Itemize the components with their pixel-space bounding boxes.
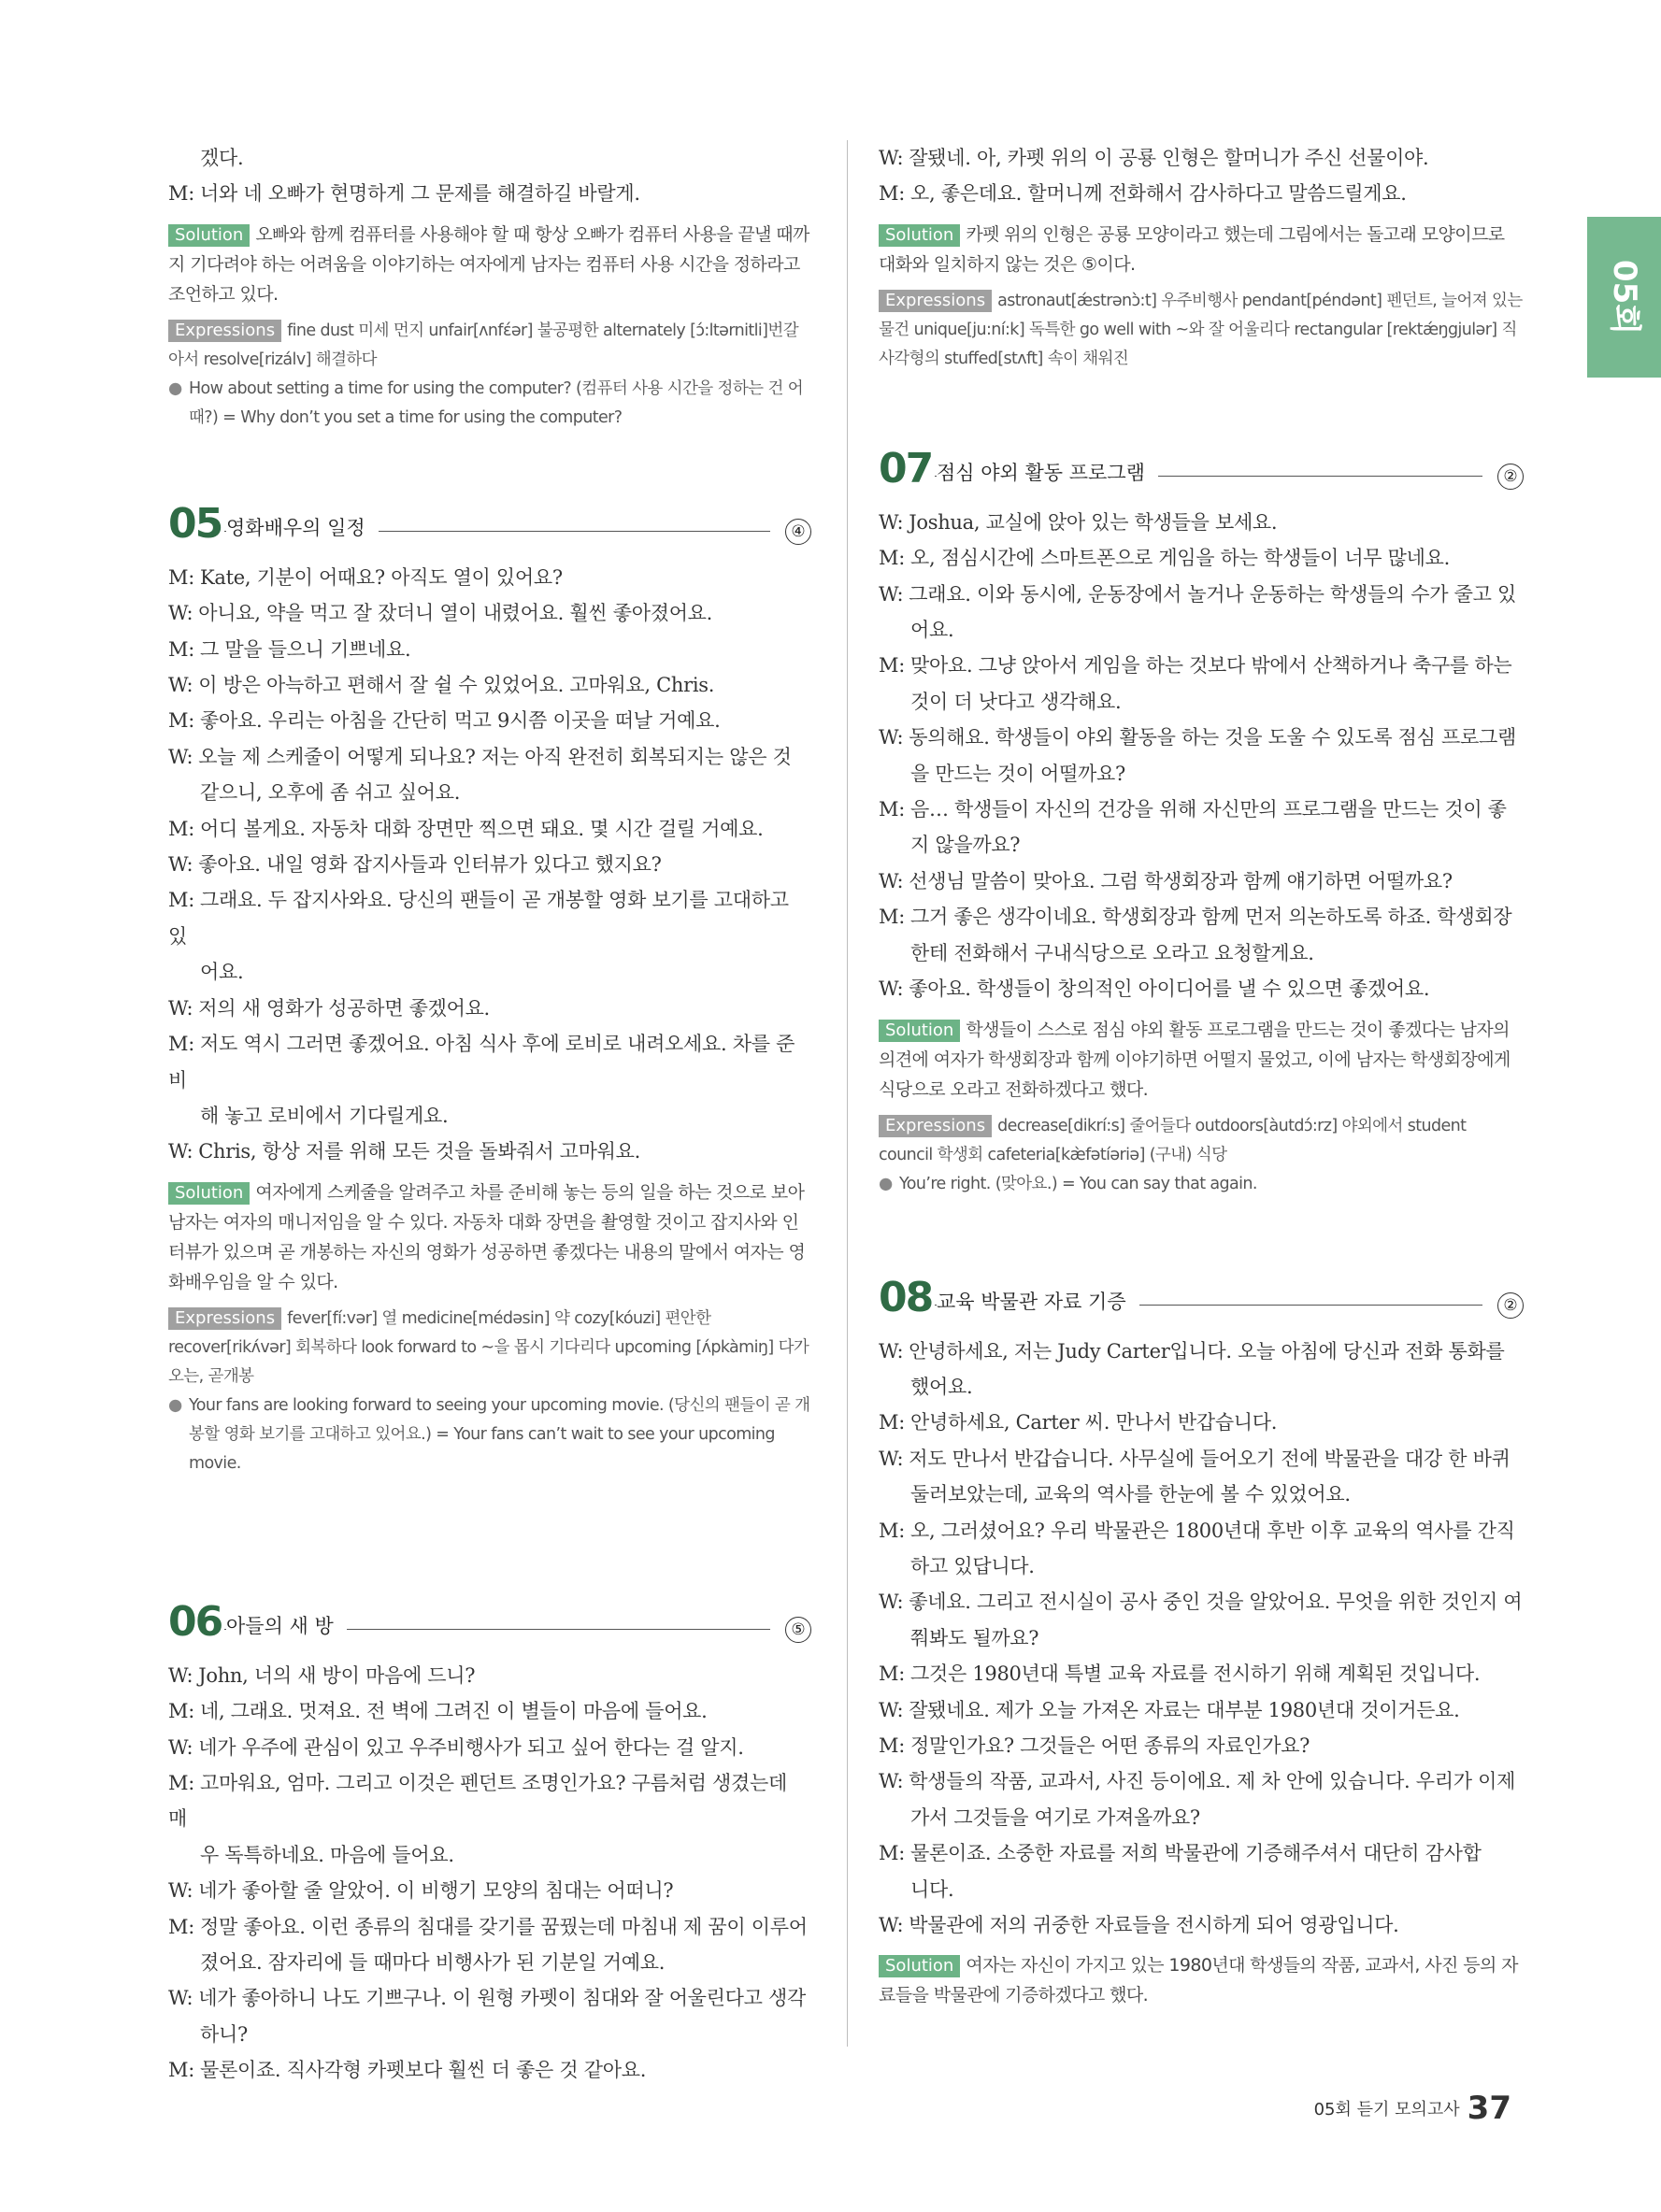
dialogue-text: Kate, 기분이 어때요? 아직도 열이 있어요? (199, 565, 563, 589)
speaker-label: W: (879, 1698, 904, 1721)
dialogue-line (879, 684, 1524, 720)
expression-note-05 (168, 1391, 811, 1478)
dialogue-text: 이 방은 아늑하고 편해서 잘 쉴 수 있었어요. 고마워요, Chris. (198, 674, 715, 697)
speaker-label: M: (879, 654, 905, 678)
solution-text: 학생들이 스스로 점심 야외 활동 프로그램을 만드는 것이 좋겠다는 남자의 의견에 여자가 학생회장과 함께 이야기하면 어떨지 물었고, 이에 남자는 학생회장에게 식당으로 오라고 전화하겠다고 했다. (879, 1019, 1511, 1100)
dialogue-text: 네가 우주에 관심이 있고 우주비행사가 되고 싶어 한다는 걸 알지. (198, 1735, 744, 1759)
speaker-label: M: (168, 182, 194, 206)
left-column (168, 140, 811, 2089)
dialogue-text: 동의해요. 학생들이 야외 활동을 하는 것을 도울 수 있도록 점심 프로그램 (909, 726, 1516, 749)
dialogue-text: 안녕하세요, 저는 Judy Carter입니다. 오늘 아침에 당신과 전화 통화를 (909, 1339, 1505, 1363)
solution-08 (879, 1950, 1524, 2010)
dialogue-text: 정말인가요? 그것들은 어떤 종류의 자료인가요? (909, 1734, 1310, 1757)
speaker-label: M: (168, 565, 194, 589)
chapter-tab (1587, 217, 1661, 378)
speaker-label: W: (879, 726, 904, 749)
dialogue-text: 맞아요. 그냥 앉아서 게임을 하는 것보다 밖에서 산책하거나 축구를 하는 (909, 654, 1512, 678)
dialogue-line (879, 1334, 1524, 1369)
expressions-text: fever[fí:vər] 열 medicine[médəsin] 약 cozy[kóuzi] 편안한 recover[rikʌ́vər] 회복하다 look forward to ~을 몹시 기다리다 upcoming [ʌ́pkàmiŋ] 다가오는, 곧개봉 (168, 1308, 809, 1386)
question-title: 영화배우의 일정 (226, 513, 379, 541)
solution-label: Solution (879, 1020, 960, 1042)
section-header-05 (168, 491, 811, 547)
dialogue-text: 한테 전화해서 구내식당으로 오라고 요청할게요. (910, 941, 1314, 964)
bullet-icon: ● (879, 1174, 893, 1193)
note-text: Your fans are looking forward to seeing your upcoming movie. (당신의 팬들이 곧 개봉할 영화 보기를 고대하고 있어요.) = Your fans can’t wait to see your upcoming movie. (189, 1395, 810, 1473)
speaker-label: M: (879, 1519, 905, 1542)
page-number: 37 (1467, 2090, 1511, 2127)
speaker-label: M: (168, 1033, 194, 1056)
solution-04 (168, 220, 811, 309)
dialogue-text: 을 만드는 것이 어떨까요? (910, 762, 1125, 785)
expressions-06 (879, 287, 1524, 374)
section-header-07 (879, 435, 1524, 492)
dialogue-text: 어디 볼게요. 자동차 대화 장면만 찍으면 돼요. 몇 시간 걸릴 거예요. (199, 817, 764, 840)
dialogue-text: 오, 그러셨어요? 우리 박물관은 1800년대 후반 이후 교육의 역사를 간직 (909, 1519, 1515, 1542)
solution-text: 여자는 자신이 가지고 있는 1980년대 학생들의 작품, 교과서, 사진 등의 자료들을 박물관에 기증하겠다고 했다. (879, 1955, 1518, 2006)
speaker-label: W: (168, 674, 193, 697)
dialogue-text: 안녕하세요, Carter 씨. 만나서 반갑습니다. (909, 1411, 1278, 1434)
dialogue-line (168, 954, 811, 990)
dialogue-text: Chris, 항상 저를 위해 모든 것을 돌봐줘서 고마워요. (198, 1140, 640, 1163)
column-divider (847, 140, 848, 2047)
dialogue-line (879, 1872, 1524, 1907)
dialogue-line (879, 827, 1524, 863)
speaker-label: M: (879, 547, 905, 570)
dialogue-text: 겠다. (200, 147, 244, 169)
speaker-label: W: (879, 582, 904, 606)
dialogue-text: 학생들의 작품, 교과서, 사진 등이에요. 제 차 안에 있습니다. 우리가 이제 (909, 1770, 1516, 1793)
solution-text: 오빠와 함께 컴퓨터를 사용해야 할 때 항상 오빠가 컴퓨터 사용을 끝낼 때까지 기다려야 하는 어려움을 이야기하는 여자에게 남자는 컴퓨터 사용 시간을 정하라고 조언하고 있다. (168, 223, 809, 305)
dialogue-text: John, 너의 새 방이 마음에 드니? (198, 1663, 476, 1687)
speaker-label: W: (879, 147, 904, 169)
dialogue-line (168, 1837, 811, 1873)
speaker-label: M: (168, 889, 194, 912)
dialogue-text: Joshua, 교실에 앉아 있는 학생들을 보세요. (909, 510, 1278, 534)
dialogue-text: 어요. (200, 961, 244, 984)
dialogue-text: 쭤봐도 될까요? (910, 1626, 1039, 1649)
dialogue-line (168, 775, 811, 810)
dialogue-line (879, 756, 1524, 792)
dialogue-text: 오, 좋은데요. 할머니께 전화해서 감사하다고 말씀드릴게요. (909, 182, 1407, 206)
dialogue-line (879, 505, 1524, 540)
chapter-tab-label: 05회 (1606, 259, 1643, 335)
solution-label: Solution (168, 224, 250, 247)
dialogue-text: 그래요. 두 잡지사와요. 당신의 팬들이 곧 개봉할 영화 보기를 고대하고 있 (168, 889, 789, 948)
dialogue-line (168, 560, 811, 595)
expressions-04 (168, 317, 811, 375)
dialogue-text: 고마워요, 엄마. 그리고 이것은 펜던트 조명인가요? 구름처럼 생겼는데 매 (168, 1771, 787, 1831)
dialogue-line (879, 1441, 1524, 1477)
dialogue-line (168, 1658, 811, 1693)
speaker-label: M: (168, 1915, 194, 1938)
dialogue-line (168, 739, 811, 775)
bullet-icon: ● (168, 378, 182, 398)
dialogue-text: 정말 좋아요. 이런 종류의 침대를 갖기를 꿈꿨는데 마침내 제 꿈이 이루어 (199, 1915, 808, 1938)
speaker-label: M: (879, 1411, 905, 1434)
dialogue-line (168, 847, 811, 882)
dialogue-line (879, 935, 1524, 971)
dialogue-line (879, 792, 1524, 827)
dialogue-line (168, 1765, 811, 1837)
footer-label: 05회 듣기 모의고사 (1313, 2100, 1460, 2119)
solution-text: 카펫 위의 인형은 공룡 모양이라고 했는데 그림에서는 돌고래 모양이므로 대화와 일치하지 않는 것은 ⑤이다. (879, 223, 1505, 275)
dialogue-line (879, 1584, 1524, 1620)
speaker-label: W: (879, 1914, 904, 1936)
dialogue-text: 같으니, 오후에 좀 쉬고 싶어요. (200, 781, 461, 805)
section-header-08 (879, 1264, 1524, 1320)
speaker-label: M: (879, 1842, 905, 1865)
speaker-label: W: (879, 1591, 904, 1614)
dialogue-line (168, 703, 811, 738)
dialogue-text: 그것은 1980년대 특별 교육 자료를 전시하기 위해 계획된 것입니다. (909, 1663, 1481, 1686)
speaker-label: W: (168, 996, 193, 1020)
dialogue-text: 졌어요. 잠자리에 들 때마다 비행사가 된 기분일 거예요. (200, 1950, 666, 1974)
dialogue-text: 아니요, 약을 먹고 잘 잤더니 열이 내렸어요. 훨씬 좋아졌어요. (198, 602, 713, 625)
solution-05 (168, 1177, 811, 1297)
speaker-label: W: (168, 1987, 193, 2010)
solution-label: Solution (168, 1182, 250, 1205)
dialogue-line (879, 1728, 1524, 1763)
speaker-label: W: (168, 1663, 193, 1687)
speaker-label: W: (168, 853, 193, 877)
answer-circle: ② (1497, 1292, 1524, 1319)
expressions-label: Expressions (168, 320, 281, 342)
expressions-05 (168, 1305, 811, 1391)
solution-label: Solution (879, 1955, 960, 1977)
solution-text: 여자에게 스케줄을 알려주고 차를 준비해 놓는 등의 일을 하는 것으로 보아 남자는 여자의 매니저임을 알 수 있다. 자동차 대화 장면을 촬영할 것이고 잡지사와 인터뷰가 있으며 곧 개봉하는 자신의 영화가 성공하면 좋겠다는 내용의 말에서 여자는 영화배우임을 알 수 있다. (168, 1181, 806, 1292)
dialogue-text: 것이 더 낫다고 생각해요. (910, 690, 1122, 713)
speaker-label: M: (168, 817, 194, 840)
speaker-label: M: (879, 906, 905, 929)
dialogue-text: 잘됐네요. 제가 오늘 가져온 자료는 대부분 1980년대 것이거든요. (909, 1698, 1460, 1721)
dialogue-line (168, 1730, 811, 1765)
dialogue-text: 물론이죠. 직사각형 카펫보다 훨씬 더 좋은 것 같아요. (199, 2059, 647, 2082)
speaker-label: W: (168, 745, 193, 768)
dialogue-06-end (879, 140, 1524, 212)
speaker-label: M: (879, 182, 905, 206)
speaker-label: M: (168, 2059, 194, 2082)
dialogue-04-end (168, 140, 811, 212)
expression-note-07 (879, 1170, 1524, 1199)
speaker-label: W: (879, 510, 904, 534)
dialogue-text: 니다. (910, 1877, 954, 1901)
dialogue-line (879, 1656, 1524, 1691)
speaker-label: W: (168, 602, 193, 625)
dialogue-text: 가서 그것들을 여기로 가져올까요? (910, 1805, 1200, 1829)
dialogue-line (879, 1513, 1524, 1548)
dialogue-text: 그거 좋은 생각이네요. 학생회장과 함께 먼저 의논하도록 하죠. 학생회장 (909, 906, 1512, 929)
dialogue-text: 그 말을 들으니 기쁘네요. (199, 637, 411, 661)
expression-note-04 (168, 375, 811, 433)
expressions-text: astronaut[ǽstrənɔ̀:t] 우주비행사 pendant[péndənt] 펜던트, 늘어져 있는 물건 unique[ju:ní:k] 독특한 go well with ~와 잘 어울리다 rectangular [rektǽŋgjulər] 직사각형의 stuffed[stʌft] 속이 채워진 (879, 291, 1523, 368)
question-number: 06 (168, 1597, 222, 1646)
dialogue-line (168, 2052, 811, 2088)
question-number: 07 (879, 444, 933, 492)
dialogue-line (879, 577, 1524, 612)
speaker-label: M: (168, 1700, 194, 1723)
dialogue-line (879, 1800, 1524, 1835)
dialogue-line (879, 1620, 1524, 1656)
dialogue-line (879, 971, 1524, 1006)
dialogue-line (168, 811, 811, 847)
dialogue-text: 우 독특하네요. 마음에 들어요. (200, 1843, 454, 1866)
question-number: 08 (879, 1273, 933, 1321)
dialogue-text: 박물관에 저의 귀중한 자료들을 전시하게 되어 영광입니다. (909, 1914, 1399, 1936)
answer-circle: ⑤ (785, 1617, 811, 1643)
dialogue-text: 좋아요. 학생들이 창의적인 아이디어를 낼 수 있으면 좋겠어요. (909, 978, 1430, 1001)
dialogue-text: 저도 역시 그러면 좋겠어요. 아침 식사 후에 로비로 내려오세요. 차를 준비 (168, 1033, 795, 1092)
dialogue-text: 좋아요. 내일 영화 잡지사들과 인터뷰가 있다고 했지요? (198, 853, 662, 877)
dialogue-line (879, 1763, 1524, 1799)
speaker-label: W: (879, 1339, 904, 1363)
dialogue-line (168, 1945, 811, 1980)
expressions-label: Expressions (879, 290, 992, 312)
dialogue-08 (879, 1334, 1524, 1944)
dialogue-line (879, 1369, 1524, 1405)
dialogue-line (879, 1548, 1524, 1584)
dialogue-line (168, 1980, 811, 2016)
dialogue-line (168, 595, 811, 631)
speaker-label: M: (168, 709, 194, 733)
dialogue-line (168, 1909, 811, 1945)
dialogue-text: 네, 그래요. 멋져요. 전 벽에 그려진 이 별들이 마음에 들어요. (199, 1700, 708, 1723)
dialogue-text: 하고 있답니다. (910, 1554, 1035, 1577)
speaker-label: M: (879, 1734, 905, 1757)
dialogue-text: 오늘 제 스케줄이 어떻게 되나요? 저는 아직 완전히 회복되지는 않은 것 (198, 745, 792, 768)
dialogue-line (168, 140, 811, 176)
dialogue-text: 음… 학생들이 자신의 건강을 위해 자신만의 프로그램을 만드는 것이 좋 (909, 798, 1507, 821)
speaker-label: W: (879, 1447, 904, 1470)
dialogue-text: 해 놓고 로비에서 기다릴게요. (200, 1104, 449, 1127)
dialogue-text: 네가 좋아하니 나도 기쁘구나. 이 원형 카펫이 침대와 잘 어울린다고 생각 (198, 1987, 806, 2010)
speaker-label: W: (168, 1140, 193, 1163)
dialogue-text: 어요. (910, 619, 954, 642)
bullet-icon: ● (168, 1395, 182, 1415)
dialogue-line (168, 667, 811, 703)
dialogue-05 (168, 560, 811, 1170)
solution-07 (879, 1015, 1524, 1105)
dialogue-text: 그래요. 이와 동시에, 운동장에서 놀거나 운동하는 학생들의 수가 줄고 있 (909, 582, 1516, 606)
dialogue-line (168, 882, 811, 954)
expressions-text: decrease[dikrí:s] 줄어들다 outdoors[àutdɔ́:rz] 야외에서 student council 학생회 cafeteria[kæ̀fətíəriə] (구내) 식당 (879, 1116, 1467, 1164)
question-number: 05 (168, 499, 222, 548)
dialogue-line (168, 1134, 811, 1169)
dialogue-line (168, 632, 811, 667)
dialogue-text: 오, 점심시간에 스마트폰으로 게임을 하는 학생들이 너무 많네요. (909, 547, 1450, 570)
dialogue-text: 저도 만나서 반갑습니다. 사무실에 들어오기 전에 박물관을 대강 한 바퀴 (909, 1447, 1511, 1470)
question-title: 점심 야외 활동 프로그램 (937, 458, 1158, 486)
speaker-label: W: (879, 869, 904, 892)
solution-06 (879, 220, 1524, 279)
dialogue-text: 저의 새 영화가 성공하면 좋겠어요. (198, 996, 490, 1020)
dialogue-text: 물론이죠. 소중한 자료를 저희 박물관에 기증해주셔서 대단히 감사합 (909, 1842, 1482, 1865)
note-text: You’re right. (맞아요.) = You can say that again. (899, 1174, 1257, 1193)
speaker-label: W: (168, 1735, 193, 1759)
speaker-label: M: (168, 1771, 194, 1794)
dialogue-line (168, 1098, 811, 1134)
dialogue-text: 잘됐네. 아, 카펫 위의 이 공룡 인형은 할머니가 주신 선물이야. (909, 147, 1429, 169)
dialogue-text: 네가 좋아할 줄 알았어. 이 비행기 모양의 침대는 어떠니? (198, 1879, 674, 1903)
dialogue-line (168, 1026, 811, 1098)
solution-label: Solution (879, 224, 960, 247)
dialogue-line (879, 720, 1524, 755)
expressions-text: fine dust 미세 먼지 unfair[ʌnfέər] 불공평한 alternately [ɔ́:ltərnitli]번갈아서 resolve[rizálv] 해결하다 (168, 321, 798, 369)
speaker-label: W: (168, 1879, 193, 1903)
expressions-07 (879, 1112, 1524, 1170)
dialogue-text: 했어요. (910, 1375, 973, 1398)
dialogue-line (879, 540, 1524, 576)
dialogue-line (879, 1692, 1524, 1728)
answer-circle: ④ (785, 519, 811, 545)
dialogue-line (879, 863, 1524, 899)
dialogue-line (168, 1873, 811, 1908)
dialogue-text: 지 않을까요? (910, 834, 1021, 857)
dialogue-line (168, 1693, 811, 1729)
dialogue-line (879, 648, 1524, 683)
dialogue-line (879, 1835, 1524, 1871)
speaker-label: M: (879, 1663, 905, 1686)
dialogue-line (879, 1405, 1524, 1440)
right-column (879, 140, 1524, 2010)
dialogue-line (168, 991, 811, 1026)
speaker-label: M: (168, 637, 194, 661)
speaker-label: W: (879, 978, 904, 1001)
dialogue-text: 너와 네 오빠가 현명하게 그 문제를 해결하길 바랄게. (199, 182, 640, 206)
dialogue-text: 좋네요. 그리고 전시실이 공사 중인 것을 알았어요. 무엇을 위한 것인지 여 (909, 1591, 1523, 1614)
expressions-label: Expressions (168, 1307, 281, 1330)
answer-circle: ② (1497, 464, 1524, 490)
dialogue-text: 둘러보았는데, 교육의 역사를 한눈에 볼 수 있었어요. (910, 1483, 1351, 1506)
dialogue-line (879, 140, 1524, 176)
note-text: How about setting a time for using the computer? (컴퓨터 사용 시간을 정하는 건 어때?) = Why don’t you set a time for using the computer? (189, 378, 804, 427)
expressions-label: Expressions (879, 1115, 992, 1137)
dialogue-line (879, 899, 1524, 935)
dialogue-06 (168, 1658, 811, 2089)
page-footer (1314, 2090, 1511, 2127)
question-title: 아들의 새 방 (226, 1611, 347, 1639)
question-title: 교육 박물관 자료 기증 (937, 1287, 1139, 1315)
dialogue-line (168, 2017, 811, 2052)
dialogue-text: 하니? (200, 2022, 248, 2046)
dialogue-line (879, 176, 1524, 211)
dialogue-text: 선생님 말씀이 맞아요. 그럼 학생회장과 함께 얘기하면 어떨까요? (909, 869, 1453, 892)
dialogue-line (879, 612, 1524, 648)
speaker-label: W: (879, 1770, 904, 1793)
speaker-label: M: (879, 798, 905, 821)
dialogue-text: 좋아요. 우리는 아침을 간단히 먹고 9시쯤 이곳을 떠날 거예요. (199, 709, 721, 733)
dialogue-07 (879, 505, 1524, 1007)
dialogue-line (879, 1907, 1524, 1943)
section-header-06 (168, 1589, 811, 1645)
dialogue-line (879, 1477, 1524, 1512)
dialogue-line (168, 176, 811, 211)
